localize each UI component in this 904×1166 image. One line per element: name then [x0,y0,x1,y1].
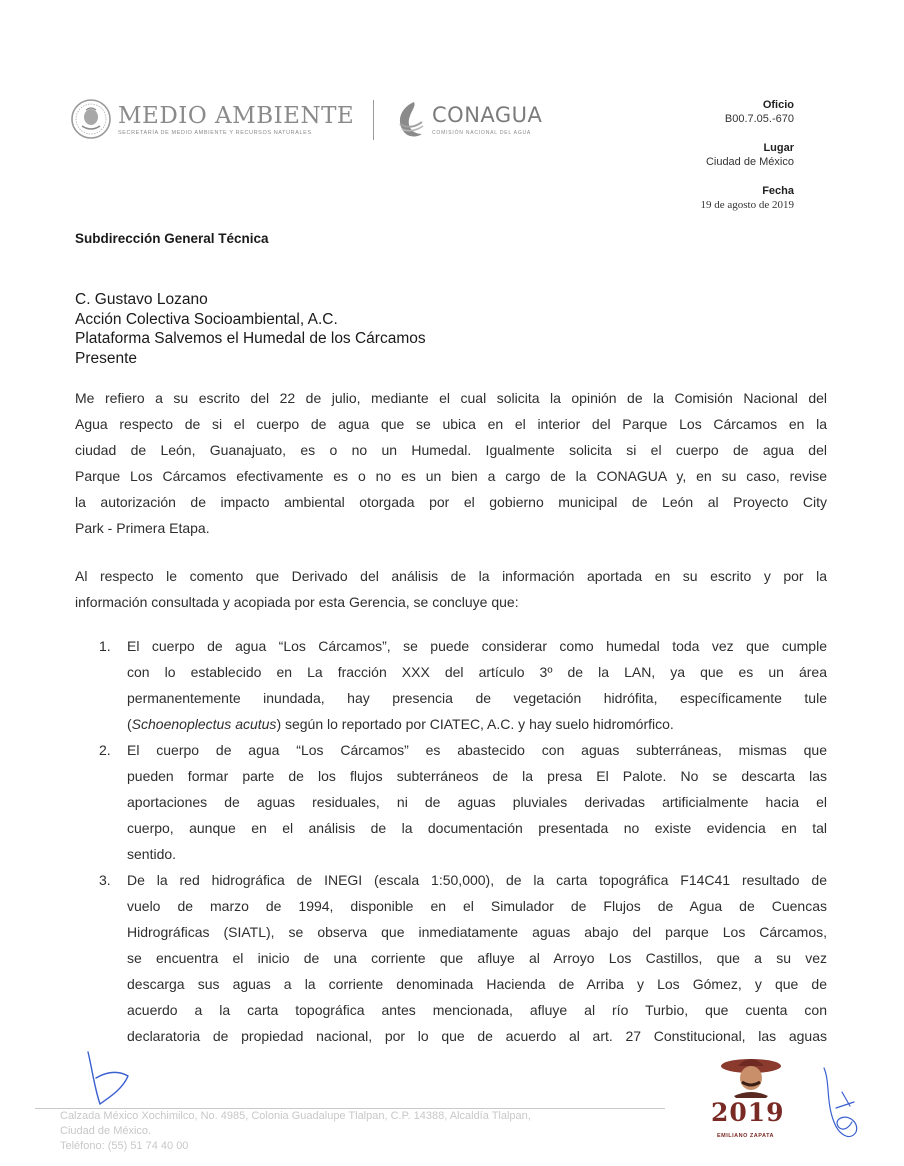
conagua-title: CONAGUA [432,102,543,127]
footer-line: Ciudad de México. [60,1125,152,1137]
addressee-block [75,290,426,368]
list-item-number: 3. [99,872,111,888]
list-item-number: 1. [99,638,111,654]
addressee-platform: Plataforma Salvemos el Humedal de los Cárcamos [75,330,426,347]
paragraph-line: información consultada y acopiada por esta Gerencia, se concluye que: [75,594,519,610]
list-item [75,867,827,1049]
conagua-wave-icon [392,98,428,140]
lugar-block [594,141,794,169]
list-item-line: acuerdo a la carta topográfica antes mencionada, afluye al río Turbio, que cuenta con [127,1002,827,1018]
paren-open: ( [127,716,132,732]
footer-line: Calzada México Xochimilco, No. 4985, Colonia Guadalupe Tlalpan, C.P. 14388, Alcaldía Tlalpan, [60,1110,531,1122]
list-item [75,633,827,737]
oficio-value: B00.7.05.-670 [724,113,794,125]
list-item-line: aportaciones de aguas residuales, ni de aguas pluviales derivadas artificialmente hacia el [127,794,827,810]
paragraph-2 [75,563,827,615]
paragraph-1 [75,385,827,541]
list-item-line: sentido. [127,846,177,862]
addressee-presente: Presente [75,349,138,367]
list-item-line: descarga sus aguas a la corriente denominada Hacienda de Arriba y Los Gómez, y que de [127,976,827,992]
list-item [75,737,827,867]
year-2019: 2019 [711,1098,785,1127]
species-name: Schoenoplectus acutus [131,716,277,732]
conclusions-list [75,633,827,1049]
list-item-line: permanentemente inundada, hay presencia de vegetación hidrófita, específicamente tule [127,690,827,706]
footer-address [60,1109,531,1154]
list-item-text: ) según lo reportado por CIATEC, A.C. y hay suelo hidromórfico. [276,716,674,732]
emiliano-zapata-label: EMILIANO ZAPATA [717,1133,774,1139]
medio-ambiente-logo [70,98,354,140]
lugar-value: Ciudad de México [705,156,794,168]
fecha-value: 19 de agosto de 2019 [700,199,794,211]
lugar-label: Lugar [763,142,794,154]
paragraph-line: Agua respecto de si el cuerpo de agua que se ubica en el interior del Parque Los Cárcamos en la [75,416,827,432]
footer-line: Teléfono: (55) 51 74 40 00 [60,1140,189,1152]
list-item-line: El cuerpo de agua “Los Cárcamos”, se puede considerar como humedal toda vez que cumple [127,638,827,654]
addressee-name: C. Gustavo Lozano [75,291,208,308]
list-item-line: cuerpo, aunque en el análisis de la documentación presentada no existe evidencia en tal [127,820,827,836]
paragraph-line: ciudad de León, Guanajuato, es o no un Humedal. Igualmente solicita si el cuerpo de agua del [75,442,827,458]
list-item-line [127,711,827,737]
sema-subtitle: SECRETARÍA DE MEDIO AMBIENTE Y RECURSOS NATURALES [118,129,312,136]
addressee-org: Acción Colectiva Socioambiental, A.C. [75,310,338,328]
list-item-number: 2. [99,742,111,758]
list-item-line: Hidrográficas (SIATL), se observa que inmediatamente aguas abajo del parque Los Cárcamos, [127,924,827,940]
initial-signature-left [78,1048,138,1110]
sema-title: MEDIO AMBIENTE [118,102,355,129]
conagua-subtitle: COMISIÓN NACIONAL DEL AGUA [432,129,532,136]
paragraph-line: Al respecto le comento que Derivado del análisis de la información aportada en su escrito y por la [75,568,827,584]
list-item-line: El cuerpo de agua “Los Cárcamos” es abastecido con aguas subterráneas, mismas que [127,742,827,758]
oficio-label: Oficio [762,99,794,111]
paragraph-line: Me refiero a su escrito del 22 de julio, mediante el cual solicita la opinión de la Comisión Nacional del [75,390,827,406]
logo-divider [373,100,374,140]
paragraph-line: la autorización de impacto ambiental otorgada por el gobierno municipal de León al Proyecto City [75,494,827,510]
initial-signature-right [816,1062,864,1150]
national-seal-icon [70,98,112,140]
paragraph-line: Park - Primera Etapa. [75,520,210,536]
list-item-line: se encuentra el inicio de una corriente que afluye al Arroyo Los Castillos, que a su vez [127,950,827,966]
oficio-block [594,98,794,126]
paragraph-line: Parque Los Cárcamos efectivamente es o no es un bien a cargo de la CONAGUA y, en su caso, revise [75,468,827,484]
fecha-block [594,184,794,212]
conagua-logo [392,98,542,140]
list-item-line: pueden formar parte de los flujos subterráneos de la presa El Palote. No se descarta las [127,768,827,784]
fecha-label: Fecha [762,185,794,197]
list-item-line: con lo establecido en La fracción XXX del artículo 3º de la LAN, ya que es un área [127,664,827,680]
subdireccion-heading: Subdirección General Técnica [75,231,269,246]
list-item-line: De la red hidrográfica de INEGI (escala 1:50,000), de la carta topográfica F14C41 resultado de [127,872,827,888]
list-item-line: vuelo de marzo de 1994, disponible en el Simulador de Flujos de Agua de Cuencas [127,898,827,914]
list-item-line: declaratoria de propiedad nacional, por lo que de acuerdo al art. 27 Constitucional, las aguas [127,1028,827,1044]
